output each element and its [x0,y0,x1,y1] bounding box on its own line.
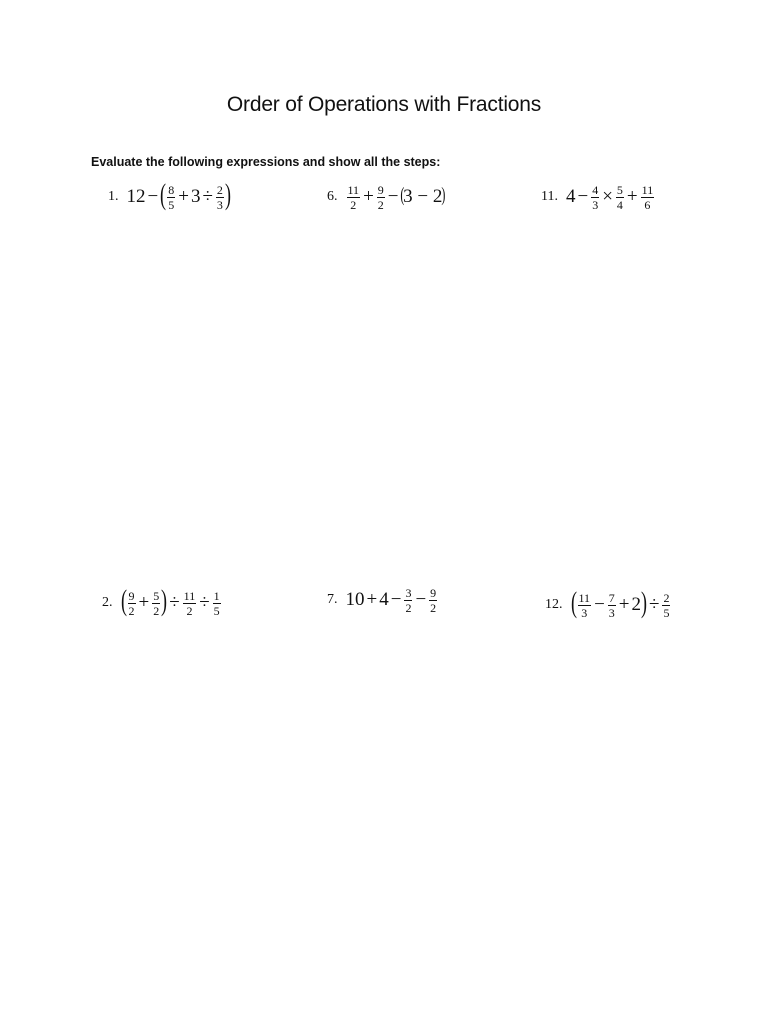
numerator: 9 [128,588,135,603]
term: 4 [379,589,389,610]
left-paren: ( [120,584,127,617]
problem-number: 6. [327,189,338,204]
numerator: 2 [663,590,670,605]
right-paren: ) [441,184,446,206]
numerator: 11 [347,182,360,197]
fraction [216,184,224,211]
operator: + [618,594,630,615]
denominator: 2 [128,603,135,618]
denominator: 3 [581,605,588,620]
denominator: 6 [644,197,651,212]
operator: − [594,594,605,615]
operator: + [178,186,189,207]
numerator: 3 [405,585,412,600]
operator: ÷ [202,186,213,207]
problem-number: 11. [541,189,558,204]
problem-2 [102,583,222,623]
fraction [213,590,221,617]
denominator: 3 [608,605,615,620]
fraction [347,184,361,211]
fraction [183,590,197,617]
numerator: 11 [641,182,654,197]
denominator: 4 [616,197,623,212]
right-paren: ) [224,178,231,211]
operator: + [626,186,638,207]
fraction [167,184,175,211]
fraction [429,587,437,614]
term: 4 [565,186,576,207]
fraction [152,590,160,617]
term: 3 − 2 [403,186,443,207]
denominator: 3 [592,197,599,212]
term: 3 [190,186,201,207]
denominator: 5 [168,197,175,212]
problem-number: 1. [108,189,119,204]
operator: − [147,186,159,207]
numerator: 9 [377,182,384,197]
numerator: 1 [213,588,220,603]
denominator: 2 [405,600,412,615]
problem-11 [541,177,655,217]
denominator: 5 [663,605,670,620]
numerator: 11 [578,590,591,605]
numerator: 5 [616,182,623,197]
denominator: 2 [186,603,193,618]
fraction [377,184,385,211]
problem-number: 7. [327,592,338,607]
operator: + [363,186,374,207]
fraction [641,184,655,211]
problem-number: 12. [545,597,563,612]
operator: − [577,186,589,207]
worksheet-instructions: Evaluate the following expressions and show all the steps: [91,155,441,169]
numerator: 8 [168,182,175,197]
problem-number: 2. [102,595,113,610]
fraction [578,592,592,619]
problem-1 [108,177,231,217]
problem-7 [327,580,438,620]
left-paren: ( [160,178,167,211]
worksheet-title: Order of Operations with Fractions [226,93,542,116]
operator: × [602,186,613,207]
operator: + [138,592,150,613]
fraction [404,587,412,614]
denominator: 2 [430,600,437,615]
denominator: 3 [216,197,223,212]
fraction [662,592,670,619]
numerator: 9 [430,585,437,600]
left-paren: ( [570,586,577,619]
right-paren: ) [641,586,647,619]
problem-6 [327,177,445,217]
term: 12 [126,186,146,207]
operator: − [387,186,399,207]
left-paren: ( [399,184,404,206]
denominator: 5 [213,603,220,618]
operator: + [366,589,378,610]
numerator: 11 [183,588,196,603]
fraction [591,184,599,211]
operator: ÷ [199,592,210,613]
term: 2 [631,594,641,615]
operator: ÷ [169,592,180,613]
operator: ÷ [649,594,660,615]
numerator: 4 [592,182,599,197]
numerator: 7 [608,590,615,605]
fraction [128,590,136,617]
numerator: 5 [153,588,160,603]
denominator: 2 [377,197,384,212]
operator: − [415,589,427,610]
numerator: 2 [216,182,223,197]
operator: − [390,589,402,610]
denominator: 2 [153,603,160,618]
fraction [608,592,616,619]
right-paren: ) [161,584,168,617]
denominator: 2 [350,197,357,212]
term: 10 [345,589,365,610]
problem-12 [545,585,671,625]
fraction [616,184,624,211]
